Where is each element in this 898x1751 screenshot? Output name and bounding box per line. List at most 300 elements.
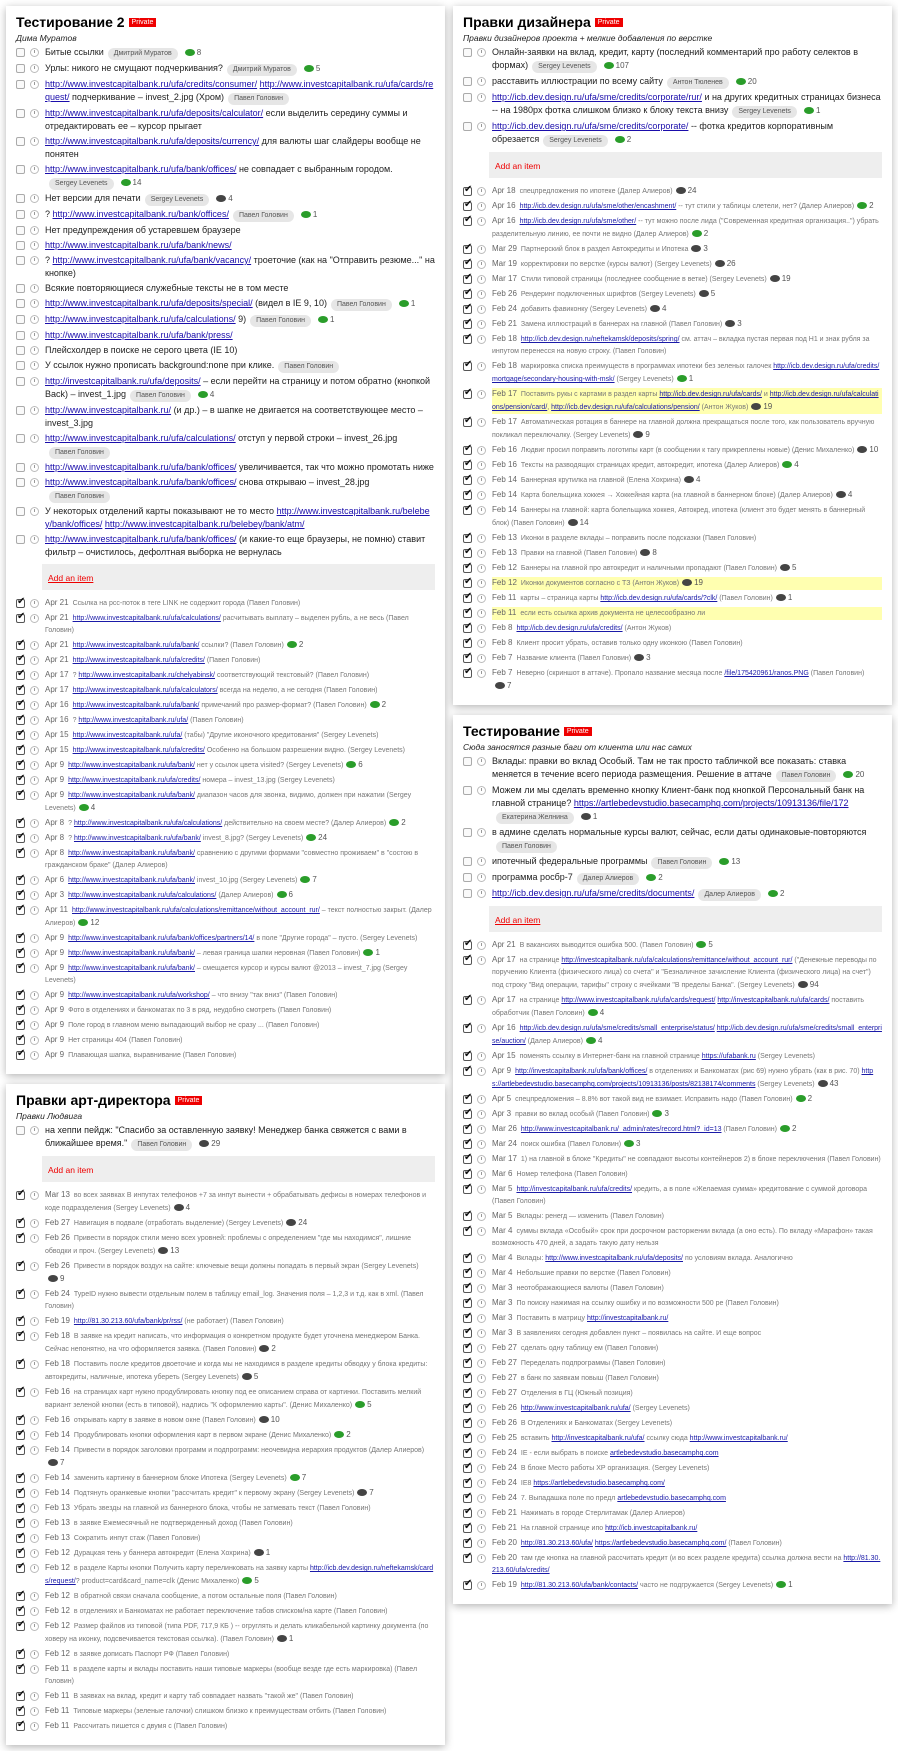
checkbox[interactable] bbox=[463, 506, 472, 515]
clock-icon[interactable] bbox=[477, 260, 486, 269]
comments-link[interactable] bbox=[399, 297, 415, 310]
todo-link[interactable]: http://www.investcapitalbank.ru/ufa/calculations/ bbox=[45, 433, 236, 443]
list-title-text[interactable]: Тестирование 2 bbox=[16, 14, 125, 30]
checkbox[interactable] bbox=[463, 1170, 472, 1179]
checkbox[interactable] bbox=[463, 1024, 472, 1033]
checkbox[interactable] bbox=[463, 1125, 472, 1134]
clock-icon[interactable] bbox=[30, 834, 39, 843]
list-title-text[interactable]: Правки арт-директора bbox=[16, 1092, 171, 1108]
clock-icon[interactable] bbox=[30, 1446, 39, 1455]
checkbox[interactable] bbox=[463, 1227, 472, 1236]
comments-link[interactable] bbox=[634, 652, 650, 664]
checkbox[interactable] bbox=[16, 1290, 25, 1299]
checkbox[interactable] bbox=[16, 137, 25, 146]
todo-link[interactable]: http://www.investcapitalbank.ru/ufa/bank/ bbox=[68, 877, 195, 884]
todo-link[interactable]: http://81.30.213.60/ufa/credits/ bbox=[492, 1555, 881, 1574]
todo-link[interactable]: http://www.investcapitalbank.ru/ufa/deposits/calculator/ bbox=[45, 108, 264, 118]
checkbox[interactable] bbox=[463, 1254, 472, 1263]
checkbox[interactable] bbox=[16, 891, 25, 900]
checkbox[interactable] bbox=[16, 361, 25, 370]
clock-icon[interactable] bbox=[30, 1722, 39, 1731]
todo-link[interactable]: artlebedevstudio.basecamphq.com bbox=[610, 1450, 719, 1457]
comments-link[interactable] bbox=[652, 1108, 668, 1120]
clock-icon[interactable] bbox=[30, 194, 39, 203]
checkbox[interactable] bbox=[463, 362, 472, 371]
todo-link[interactable]: http://www.investcapitalbank.ru/ufa/credits/ bbox=[72, 747, 205, 754]
todo-link[interactable]: http://www.investcapitalbank.ru/ufa/bank/ bbox=[68, 850, 195, 857]
clock-icon[interactable] bbox=[30, 849, 39, 858]
comments-link[interactable] bbox=[736, 75, 757, 88]
comments-link[interactable] bbox=[495, 680, 511, 692]
clock-icon[interactable] bbox=[30, 746, 39, 755]
todo-link[interactable]: http://www.investcapitalbank.ru/ufa/bank/offices/partners/14/ bbox=[68, 935, 255, 942]
comments-link[interactable] bbox=[242, 1371, 258, 1383]
todo-link[interactable]: http://www.investcapitalbank.ru/ufa/calculations/ bbox=[73, 820, 223, 827]
assignee-tag[interactable]: Павел Головин bbox=[651, 857, 712, 869]
checkbox[interactable] bbox=[463, 290, 472, 299]
clock-icon[interactable] bbox=[30, 1607, 39, 1616]
checkbox[interactable] bbox=[16, 1051, 25, 1060]
todo-link[interactable]: http://icb.dev.design.ru/ufa/cards/?clk/ bbox=[600, 595, 718, 602]
checkbox[interactable] bbox=[16, 1534, 25, 1543]
clock-icon[interactable] bbox=[30, 1592, 39, 1601]
todo-link[interactable]: http://www.investcapitalbank.ru/ufa/cards/request/ bbox=[45, 79, 434, 102]
checkbox[interactable] bbox=[16, 1332, 25, 1341]
clock-icon[interactable] bbox=[477, 1125, 486, 1134]
checkbox[interactable] bbox=[16, 1722, 25, 1731]
todo-link[interactable]: http://icb.dev.design.ru/ufa/credits/mortgage/secondary-housing-with-msk/ bbox=[492, 363, 880, 383]
clock-icon[interactable] bbox=[30, 1707, 39, 1716]
clock-icon[interactable] bbox=[30, 48, 39, 57]
comments-link[interactable] bbox=[78, 917, 99, 929]
todo-link[interactable]: http://investcapitalbank.ru/ufa/ bbox=[551, 1435, 645, 1442]
clock-icon[interactable] bbox=[477, 579, 486, 588]
todo-link[interactable]: http://www.investcapitalbank.ru/ufa/bank/ bbox=[68, 965, 195, 972]
checkbox[interactable] bbox=[463, 624, 472, 633]
todo-link[interactable]: http://www.investcapitalbank.ru/ufa/bank/ bbox=[68, 950, 195, 957]
clock-icon[interactable] bbox=[477, 1479, 486, 1488]
clock-icon[interactable] bbox=[30, 641, 39, 650]
checkbox[interactable] bbox=[463, 1155, 472, 1164]
clock-icon[interactable] bbox=[30, 463, 39, 472]
clock-icon[interactable] bbox=[30, 346, 39, 355]
comments-link[interactable] bbox=[676, 185, 697, 197]
comments-link[interactable] bbox=[843, 768, 864, 781]
clock-icon[interactable] bbox=[477, 1212, 486, 1221]
clock-icon[interactable] bbox=[30, 434, 39, 443]
checkbox[interactable] bbox=[463, 1284, 472, 1293]
checkbox[interactable] bbox=[463, 418, 472, 427]
todo-link[interactable]: http://www.investcapitalbank.ru/ufa/calculations/remittance/without_account_rur/ bbox=[71, 907, 320, 914]
checkbox[interactable] bbox=[463, 1434, 472, 1443]
assignee-tag[interactable]: Sergey Levenets bbox=[532, 61, 597, 73]
comments-link[interactable] bbox=[696, 939, 712, 951]
checkbox[interactable] bbox=[16, 1191, 25, 1200]
clock-icon[interactable] bbox=[30, 701, 39, 710]
todo-link[interactable]: http://www.investcapitalbank.ru/ufa/calculators/ bbox=[72, 687, 218, 694]
checkbox[interactable] bbox=[16, 614, 25, 623]
clock-icon[interactable] bbox=[30, 241, 39, 250]
clock-icon[interactable] bbox=[477, 1110, 486, 1119]
comments-link[interactable] bbox=[780, 562, 796, 574]
clock-icon[interactable] bbox=[477, 941, 486, 950]
assignee-tag[interactable]: Павел Головин bbox=[331, 299, 392, 311]
checkbox[interactable] bbox=[16, 346, 25, 355]
clock-icon[interactable] bbox=[30, 1534, 39, 1543]
todo-link[interactable]: http://www.investcapitalbank.ru/ufa/credits/ bbox=[68, 777, 201, 784]
comments-link[interactable] bbox=[633, 429, 649, 441]
clock-icon[interactable] bbox=[477, 335, 486, 344]
clock-icon[interactable] bbox=[30, 1692, 39, 1701]
todo-link[interactable]: http://www.investcapitalbank.ru/ufa/ bbox=[520, 1405, 631, 1412]
todo-link[interactable]: http://icb.dev.design.ru/ufa/sme/credits/corporate/ bbox=[492, 121, 689, 131]
clock-icon[interactable] bbox=[30, 1474, 39, 1483]
clock-icon[interactable] bbox=[30, 934, 39, 943]
checkbox[interactable] bbox=[463, 1479, 472, 1488]
checkbox[interactable] bbox=[463, 1344, 472, 1353]
todo-link[interactable]: http://icb.dev.design.ru/neftekamsk/cards/request/ bbox=[45, 1565, 434, 1585]
todo-link[interactable]: http://investcapitalbank.ru/ufa/bank/offices/ bbox=[515, 1068, 648, 1075]
checkbox[interactable] bbox=[16, 1622, 25, 1631]
checkbox[interactable] bbox=[463, 1389, 472, 1398]
todo-link[interactable]: http://www.investcapitalbank.ru/ufa/credits/consumer/ bbox=[45, 79, 258, 89]
clock-icon[interactable] bbox=[30, 507, 39, 516]
clock-icon[interactable] bbox=[477, 1067, 486, 1076]
clock-icon[interactable] bbox=[477, 1524, 486, 1533]
checkbox[interactable] bbox=[16, 80, 25, 89]
checkbox[interactable] bbox=[463, 1374, 472, 1383]
clock-icon[interactable] bbox=[30, 1549, 39, 1558]
checkbox[interactable] bbox=[16, 1036, 25, 1045]
checkbox[interactable] bbox=[463, 1524, 472, 1533]
comments-link[interactable] bbox=[355, 1399, 371, 1411]
checkbox[interactable] bbox=[463, 93, 472, 102]
clock-icon[interactable] bbox=[30, 1416, 39, 1425]
todo-link[interactable]: http://www.investcapitalbank.ru/ufa/bank/offices/ bbox=[45, 164, 237, 174]
todo-link[interactable]: http://icb.dev.design.ru/ufa/sme/credits/small_enterprise/status/ bbox=[519, 1025, 715, 1032]
clock-icon[interactable] bbox=[477, 461, 486, 470]
checkbox[interactable] bbox=[463, 275, 472, 284]
checkbox[interactable] bbox=[463, 549, 472, 558]
checkbox[interactable] bbox=[16, 1219, 25, 1228]
assignee-tag[interactable]: Павел Головин bbox=[233, 210, 294, 222]
clock-icon[interactable] bbox=[30, 284, 39, 293]
assignee-tag[interactable]: Далер Алиеров bbox=[698, 889, 761, 901]
checkbox[interactable] bbox=[16, 226, 25, 235]
checkbox[interactable] bbox=[16, 1360, 25, 1369]
clock-icon[interactable] bbox=[30, 1021, 39, 1030]
clock-icon[interactable] bbox=[477, 275, 486, 284]
checkbox[interactable] bbox=[463, 786, 472, 795]
clock-icon[interactable] bbox=[477, 320, 486, 329]
checkbox[interactable] bbox=[463, 446, 472, 455]
clock-icon[interactable] bbox=[477, 93, 486, 102]
clock-icon[interactable] bbox=[477, 594, 486, 603]
clock-icon[interactable] bbox=[477, 786, 486, 795]
comments-link[interactable] bbox=[782, 459, 798, 471]
todo-link[interactable]: http://icb.dev.design.ru/ufa/sme/credits/documents/ bbox=[492, 888, 695, 898]
comments-link[interactable] bbox=[185, 46, 201, 59]
clock-icon[interactable] bbox=[477, 1185, 486, 1194]
clock-icon[interactable] bbox=[30, 1489, 39, 1498]
clock-icon[interactable] bbox=[477, 476, 486, 485]
comments-link[interactable] bbox=[615, 133, 631, 146]
checkbox[interactable] bbox=[16, 210, 25, 219]
checkbox[interactable] bbox=[16, 686, 25, 695]
todo-link[interactable]: http://investcapitalbank.ru/ufa/cards/ bbox=[717, 997, 830, 1004]
todo-link[interactable]: http://www.investcapitalbank.ru/ufa/cards/request/ bbox=[561, 997, 716, 1004]
checkbox[interactable] bbox=[463, 654, 472, 663]
checkbox[interactable] bbox=[463, 1329, 472, 1338]
todo-link[interactable]: http://icb.dev.design.ru/ufa/sme/other/encashment/ bbox=[519, 203, 677, 210]
assignee-tag[interactable]: Антон Тюленев bbox=[667, 77, 729, 89]
checkbox[interactable] bbox=[463, 564, 472, 573]
checkbox[interactable] bbox=[16, 934, 25, 943]
todo-link[interactable]: http://www.investcapitalbank.ru/ufa/bank/vacancy/ bbox=[52, 255, 252, 265]
checkbox[interactable] bbox=[463, 757, 472, 766]
add-item-link[interactable]: Add an item bbox=[495, 161, 541, 171]
assignee-tag[interactable]: Павел Головин bbox=[776, 770, 837, 782]
comments-link[interactable] bbox=[334, 1429, 350, 1441]
comments-link[interactable] bbox=[346, 759, 362, 771]
checkbox[interactable] bbox=[463, 390, 472, 399]
comments-link[interactable] bbox=[174, 1202, 190, 1214]
clock-icon[interactable] bbox=[477, 506, 486, 515]
checkbox[interactable] bbox=[463, 1494, 472, 1503]
checkbox[interactable] bbox=[16, 834, 25, 843]
comments-link[interactable] bbox=[684, 474, 700, 486]
checkbox[interactable] bbox=[463, 1185, 472, 1194]
checkbox[interactable] bbox=[463, 889, 472, 898]
todo-link[interactable]: http://investcapitalbank.ru/ufa/calculations/remittance/without_account_rur/ bbox=[561, 957, 793, 964]
comments-link[interactable] bbox=[48, 1457, 64, 1469]
checkbox[interactable] bbox=[16, 64, 25, 73]
clock-icon[interactable] bbox=[30, 406, 39, 415]
comments-link[interactable] bbox=[857, 200, 873, 212]
comments-link[interactable] bbox=[259, 1343, 275, 1355]
checkbox[interactable] bbox=[16, 299, 25, 308]
checkbox[interactable] bbox=[16, 478, 25, 487]
clock-icon[interactable] bbox=[477, 1170, 486, 1179]
todo-link[interactable]: https://ufabank.ru bbox=[701, 1053, 756, 1060]
checkbox[interactable] bbox=[463, 1404, 472, 1413]
comments-link[interactable] bbox=[776, 592, 792, 604]
clock-icon[interactable] bbox=[477, 1024, 486, 1033]
clock-icon[interactable] bbox=[477, 245, 486, 254]
comments-link[interactable] bbox=[691, 243, 707, 255]
clock-icon[interactable] bbox=[30, 1650, 39, 1659]
checkbox[interactable] bbox=[463, 1539, 472, 1548]
clock-icon[interactable] bbox=[477, 1464, 486, 1473]
clock-icon[interactable] bbox=[477, 956, 486, 965]
comments-link[interactable] bbox=[624, 1138, 640, 1150]
todo-link[interactable]: http://www.investcapitalbank.ru/ufa/credits/ bbox=[72, 657, 205, 664]
clock-icon[interactable] bbox=[30, 377, 39, 386]
checkbox[interactable] bbox=[16, 434, 25, 443]
todo-link[interactable]: http://81.30.213.60/ufa/bank/contacts/ bbox=[520, 1582, 639, 1589]
comments-link[interactable] bbox=[216, 192, 232, 205]
checkbox[interactable] bbox=[463, 260, 472, 269]
todo-link[interactable]: http://icb.dev.design.ru/ufa/credits/ bbox=[516, 625, 623, 632]
checkbox[interactable] bbox=[16, 599, 25, 608]
clock-icon[interactable] bbox=[477, 1227, 486, 1236]
clock-icon[interactable] bbox=[30, 315, 39, 324]
todo-link[interactable]: http://investcapitalbank.ru/ bbox=[587, 1315, 669, 1322]
checkbox[interactable] bbox=[16, 194, 25, 203]
checkbox[interactable] bbox=[463, 1449, 472, 1458]
todo-link[interactable]: http://www.investcapitalbank.ru/ufa/deposits/currency/ bbox=[45, 136, 260, 146]
checkbox[interactable] bbox=[463, 461, 472, 470]
clock-icon[interactable] bbox=[30, 535, 39, 544]
clock-icon[interactable] bbox=[30, 819, 39, 828]
checkbox[interactable] bbox=[16, 109, 25, 118]
todo-link[interactable]: http://icb.dev.design.ru/ufa/sme/credits/corporate/rur/ bbox=[492, 92, 702, 102]
clock-icon[interactable] bbox=[477, 122, 486, 131]
checkbox[interactable] bbox=[16, 776, 25, 785]
clock-icon[interactable] bbox=[30, 80, 39, 89]
comments-link[interactable] bbox=[682, 577, 703, 589]
clock-icon[interactable] bbox=[477, 1509, 486, 1518]
checkbox[interactable] bbox=[16, 1607, 25, 1616]
comments-link[interactable] bbox=[640, 547, 656, 559]
checkbox[interactable] bbox=[16, 1549, 25, 1558]
clock-icon[interactable] bbox=[30, 949, 39, 958]
checkbox[interactable] bbox=[16, 1416, 25, 1425]
clock-icon[interactable] bbox=[477, 564, 486, 573]
checkbox[interactable] bbox=[463, 1299, 472, 1308]
comments-link[interactable] bbox=[699, 288, 715, 300]
clock-icon[interactable] bbox=[30, 299, 39, 308]
comments-link[interactable] bbox=[300, 874, 316, 886]
todo-link[interactable]: http://81.30.213.60/ufa/ bbox=[520, 1540, 593, 1547]
checkbox[interactable] bbox=[463, 305, 472, 314]
todo-link[interactable]: http://www.investcapitalbank.ru/ufa/deposits/special/ bbox=[45, 298, 253, 308]
clock-icon[interactable] bbox=[477, 290, 486, 299]
comments-link[interactable] bbox=[857, 444, 878, 456]
comments-link[interactable] bbox=[725, 318, 741, 330]
comments-link[interactable] bbox=[199, 1137, 220, 1150]
checkbox[interactable] bbox=[463, 217, 472, 226]
checkbox[interactable] bbox=[463, 245, 472, 254]
assignee-tag[interactable]: Sergey Levenets bbox=[145, 194, 210, 206]
checkbox[interactable] bbox=[463, 609, 472, 618]
comments-link[interactable] bbox=[198, 388, 214, 401]
assignee-tag[interactable]: Sergey Levenets bbox=[543, 135, 608, 147]
clock-icon[interactable] bbox=[30, 1622, 39, 1631]
comments-link[interactable] bbox=[768, 887, 784, 900]
clock-icon[interactable] bbox=[30, 906, 39, 915]
checkbox[interactable] bbox=[463, 941, 472, 950]
todo-link[interactable]: http://www.investcapitalbank.ru/ufa/workshop/ bbox=[68, 992, 210, 999]
add-item-link[interactable]: Add an item bbox=[48, 1165, 94, 1175]
checkbox[interactable] bbox=[16, 1707, 25, 1716]
clock-icon[interactable] bbox=[477, 1494, 486, 1503]
todo-link[interactable]: http://www.investcapitalbank.ru/ufa/bank/offices/ bbox=[45, 534, 237, 544]
checkbox[interactable] bbox=[463, 335, 472, 344]
checkbox[interactable] bbox=[16, 463, 25, 472]
checkbox[interactable] bbox=[463, 1419, 472, 1428]
checkbox[interactable] bbox=[16, 1234, 25, 1243]
clock-icon[interactable] bbox=[477, 1052, 486, 1061]
clock-icon[interactable] bbox=[477, 828, 486, 837]
clock-icon[interactable] bbox=[477, 1539, 486, 1548]
clock-icon[interactable] bbox=[30, 1564, 39, 1573]
checkbox[interactable] bbox=[16, 949, 25, 958]
todo-link[interactable]: https://artlebedevstudio.basecamphq.com/projects/10913136/file/172 bbox=[573, 798, 849, 808]
clock-icon[interactable] bbox=[477, 857, 486, 866]
comments-link[interactable] bbox=[259, 1414, 280, 1426]
comments-link[interactable] bbox=[588, 1007, 604, 1019]
todo-link[interactable]: http://icb.dev.design.ru/ufa/calculations/pension/card/ bbox=[492, 391, 879, 411]
todo-link[interactable]: http://www.investcapitalbank.ru/belebey/bank/atm/ bbox=[104, 519, 305, 529]
clock-icon[interactable] bbox=[477, 1155, 486, 1164]
clock-icon[interactable] bbox=[30, 656, 39, 665]
clock-icon[interactable] bbox=[30, 1036, 39, 1045]
clock-icon[interactable] bbox=[30, 1504, 39, 1513]
todo-link[interactable]: http://icb.investcapitalbank.ru/ bbox=[605, 1525, 698, 1532]
todo-link[interactable]: http://icb.dev.design.ru/ufa/cards/ bbox=[659, 391, 762, 398]
comments-link[interactable] bbox=[798, 979, 819, 991]
clock-icon[interactable] bbox=[477, 202, 486, 211]
comments-link[interactable] bbox=[79, 802, 95, 814]
checkbox[interactable] bbox=[16, 1474, 25, 1483]
checkbox[interactable] bbox=[16, 716, 25, 725]
checkbox[interactable] bbox=[463, 956, 472, 965]
checkbox[interactable] bbox=[463, 534, 472, 543]
checkbox[interactable] bbox=[16, 1126, 25, 1135]
clock-icon[interactable] bbox=[30, 1290, 39, 1299]
checkbox[interactable] bbox=[463, 639, 472, 648]
checkbox[interactable] bbox=[16, 746, 25, 755]
clock-icon[interactable] bbox=[30, 1006, 39, 1015]
clock-icon[interactable] bbox=[477, 446, 486, 455]
clock-icon[interactable] bbox=[477, 534, 486, 543]
checkbox[interactable] bbox=[463, 1464, 472, 1473]
checkbox[interactable] bbox=[463, 828, 472, 837]
assignee-tag[interactable]: Sergey Levenets bbox=[732, 106, 797, 118]
clock-icon[interactable] bbox=[477, 418, 486, 427]
clock-icon[interactable] bbox=[477, 1449, 486, 1458]
clock-icon[interactable] bbox=[30, 614, 39, 623]
todo-link[interactable]: /file/175420961/ranos.PNG bbox=[724, 670, 809, 677]
clock-icon[interactable] bbox=[477, 1581, 486, 1590]
checkbox[interactable] bbox=[463, 1314, 472, 1323]
checkbox[interactable] bbox=[463, 1269, 472, 1278]
todo-link[interactable]: http://www.investcapitalbank.ru/ufa/calculations/ bbox=[72, 615, 221, 622]
checkbox[interactable] bbox=[16, 406, 25, 415]
checkbox[interactable] bbox=[463, 122, 472, 131]
checkbox[interactable] bbox=[16, 1692, 25, 1701]
assignee-tag[interactable]: Павел Головин bbox=[131, 1139, 192, 1151]
comments-link[interactable] bbox=[692, 228, 708, 240]
checkbox[interactable] bbox=[16, 1388, 25, 1397]
clock-icon[interactable] bbox=[477, 1554, 486, 1563]
clock-icon[interactable] bbox=[477, 889, 486, 898]
todo-link[interactable]: http://www.investcapitalbank.ru/ufa/bank/press/ bbox=[45, 330, 233, 340]
checkbox[interactable] bbox=[16, 535, 25, 544]
checkbox[interactable] bbox=[16, 819, 25, 828]
checkbox[interactable] bbox=[16, 1446, 25, 1455]
assignee-tag[interactable]: Далер Алиеров bbox=[577, 873, 640, 885]
comments-link[interactable] bbox=[776, 1579, 792, 1591]
clock-icon[interactable] bbox=[477, 1284, 486, 1293]
todo-link[interactable]: http://www.investcapitalbank.ru/ufa/bank/offices/ bbox=[45, 477, 237, 487]
checkbox[interactable] bbox=[463, 857, 472, 866]
comments-link[interactable] bbox=[677, 373, 693, 385]
checkbox[interactable] bbox=[16, 964, 25, 973]
checkbox[interactable] bbox=[16, 991, 25, 1000]
assignee-tag[interactable]: Павел Головин bbox=[228, 93, 289, 105]
